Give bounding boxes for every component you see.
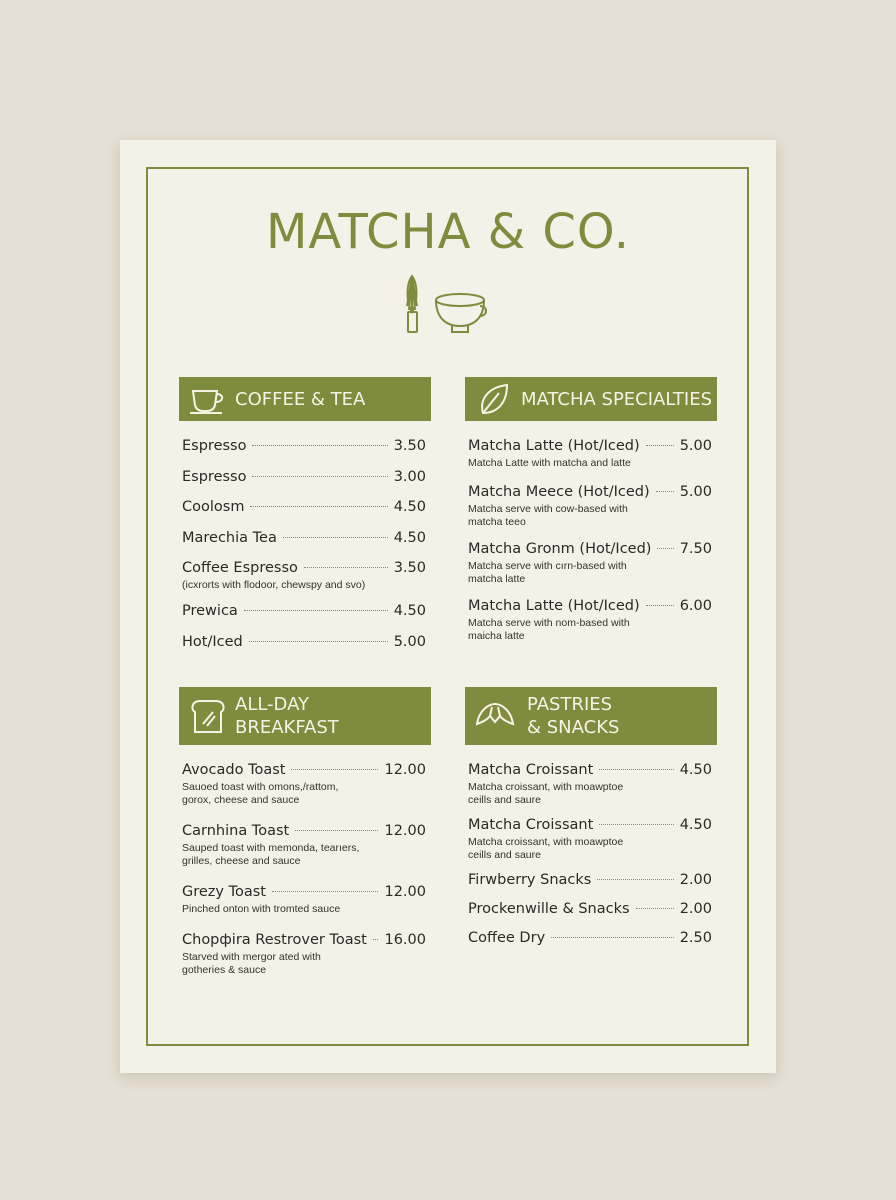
item-name: Chopфira Restrover Toast: [182, 932, 367, 948]
item-name: Matcha Croissant: [468, 817, 594, 833]
item-name: Espresso: [182, 438, 247, 454]
dot-leader: [646, 445, 674, 446]
item-price: 5.00: [393, 634, 426, 650]
item-description: Matcha serve with cırn-based with matcha latte: [468, 560, 627, 585]
dot-leader: [597, 879, 673, 880]
item-name: Prewica: [182, 603, 238, 619]
menu-item: [468, 872, 712, 888]
item-name: Firwberry Snacks: [468, 872, 592, 888]
item-price: 4.50: [679, 817, 712, 833]
item-description: Sauoed toast with omons,/rattom, gorox, cheese and sauce: [182, 781, 339, 806]
menu-item-row: [468, 541, 712, 557]
matcha-whisk-and-bowl-icon: [402, 274, 494, 336]
menu-item-row: [468, 872, 712, 888]
toast-icon: [187, 696, 231, 736]
dot-leader: [272, 891, 378, 892]
item-name: Matcha Croissant: [468, 762, 594, 778]
matcha-whisk-icon: [407, 276, 417, 332]
menu-item: [182, 603, 426, 619]
menu-item: [182, 634, 426, 650]
menu-item-row: [182, 469, 426, 485]
menu-item: [182, 560, 426, 592]
menu-item-row: [468, 930, 712, 946]
item-description: Matcha croissant, with moawptoe ceills and saure: [468, 836, 624, 861]
section-header-coffee-tea: [179, 377, 431, 421]
dot-leader: [252, 476, 387, 477]
item-price: 6.00: [679, 598, 712, 614]
item-price: 3.00: [393, 469, 426, 485]
item-description: Matcha Latte with matcha and latte: [468, 457, 631, 469]
menu-item-row: [182, 762, 426, 778]
item-price: 2.50: [679, 930, 712, 946]
dot-leader: [252, 445, 387, 446]
menu-item: [468, 438, 712, 470]
item-name: Prockenwille & Snacks: [468, 901, 630, 917]
item-name: Coolosm: [182, 499, 245, 515]
dot-leader: [657, 548, 673, 549]
item-price: 4.50: [679, 762, 712, 778]
menu-item-row: [468, 598, 712, 614]
item-name: Hot/Iced: [182, 634, 243, 650]
menu-item-row: [468, 762, 712, 778]
item-name: Coffee Dry: [468, 930, 546, 946]
menu-item: [182, 438, 426, 454]
menu-item-row: [182, 438, 426, 454]
menu-item-row: [182, 884, 426, 900]
item-description: Pinched onton with tromted sauce: [182, 903, 341, 915]
item-name: Coffee Espresso: [182, 560, 298, 576]
dot-leader: [636, 908, 674, 909]
dot-leader: [304, 567, 388, 568]
dot-leader: [599, 824, 673, 825]
menu-item-row: [182, 560, 426, 576]
croissant-icon: [473, 696, 517, 736]
item-price: 4.50: [393, 499, 426, 515]
item-price: 12.00: [384, 823, 426, 839]
menu-title: MATCHA & CO.: [265, 204, 631, 260]
item-name: Matcha Latte (Hot/Iced): [468, 598, 640, 614]
menu-item-row: [182, 499, 426, 515]
item-name: Grezy Toast: [182, 884, 266, 900]
menu-item-row: [182, 823, 426, 839]
section-header-matcha-specialties: [465, 377, 717, 421]
item-name: Espresso: [182, 469, 247, 485]
menu-item: [468, 817, 712, 862]
menu-item-row: [182, 603, 426, 619]
menu-item: [468, 930, 712, 946]
menu-item-row: [468, 901, 712, 917]
dot-leader: [656, 491, 674, 492]
item-price: 3.50: [393, 560, 426, 576]
item-price: 5.00: [679, 438, 712, 454]
section-title: MATCHA SPECIALTIES: [521, 388, 713, 410]
dot-leader: [373, 939, 379, 940]
dot-leader: [291, 769, 378, 770]
menu-item-row: [468, 484, 712, 500]
item-price: 4.50: [393, 603, 426, 619]
item-price: 16.00: [384, 932, 426, 948]
menu-item: [468, 762, 712, 807]
item-description: Starved with mergor ated with gotheries & sauce: [182, 951, 321, 976]
item-name: Carnhina Toast: [182, 823, 290, 839]
menu-item: [468, 598, 712, 643]
dot-leader: [249, 641, 388, 642]
menu-item-row: [182, 530, 426, 546]
item-description: Sauped toast with memonda, tearıers, grilles, cheese and sauce: [182, 842, 360, 867]
section-header-all-day-breakfast: [179, 687, 431, 745]
menu-item: [182, 762, 426, 807]
dot-leader: [295, 830, 378, 831]
menu-item: [182, 884, 426, 916]
item-description: Matcha croissant, with moawptoe ceills and saure: [468, 781, 624, 806]
dot-leader: [283, 537, 388, 538]
item-name: Matcha Latte (Hot/Iced): [468, 438, 640, 454]
coffee-cup-icon: [187, 379, 231, 419]
menu-item: [182, 530, 426, 546]
item-price: 12.00: [384, 762, 426, 778]
menu-item-row: [468, 817, 712, 833]
item-name: Matcha Gronm (Hot/Iced): [468, 541, 652, 557]
item-name: Matcha Meece (Hot/Iced): [468, 484, 650, 500]
menu-item: [182, 823, 426, 868]
item-price: 12.00: [384, 884, 426, 900]
item-price: 2.00: [679, 872, 712, 888]
menu-item: [182, 932, 426, 977]
item-description: Matcha serve with nom-based with maicha latte: [468, 617, 630, 642]
menu-item-row: [182, 634, 426, 650]
dot-leader: [646, 605, 674, 606]
menu-card: [120, 140, 776, 1073]
menu-item: [468, 484, 712, 529]
dot-leader: [250, 506, 387, 507]
leaf-icon: [473, 379, 517, 419]
item-name: Avocado Toast: [182, 762, 286, 778]
dot-leader: [551, 937, 674, 938]
section-title: COFFEE & TEA: [235, 388, 366, 410]
item-price: 4.50: [393, 530, 426, 546]
menu-item-row: [468, 438, 712, 454]
section-title: ALL-DAY BREAKFAST: [235, 694, 339, 738]
menu-item: [468, 901, 712, 917]
menu-item: [182, 499, 426, 515]
item-price: 3.50: [393, 438, 426, 454]
item-name: Marechia Tea: [182, 530, 277, 546]
menu-item: [468, 541, 712, 586]
section-header-pastries-snacks: [465, 687, 717, 745]
item-price: 2.00: [679, 901, 712, 917]
dot-leader: [244, 610, 388, 611]
item-price: 7.50: [679, 541, 712, 557]
section-title: PASTRIES & SNACKS: [527, 694, 620, 738]
menu-item: [182, 469, 426, 485]
item-description: Matcha serve with cow-based with matcha teeo: [468, 503, 628, 528]
menu-item-row: [182, 932, 426, 948]
item-description: (icxrorts with flodoor, chewspy and svo): [182, 579, 366, 591]
item-price: 5.00: [679, 484, 712, 500]
dot-leader: [599, 769, 673, 770]
matcha-bowl-icon: [436, 294, 486, 332]
